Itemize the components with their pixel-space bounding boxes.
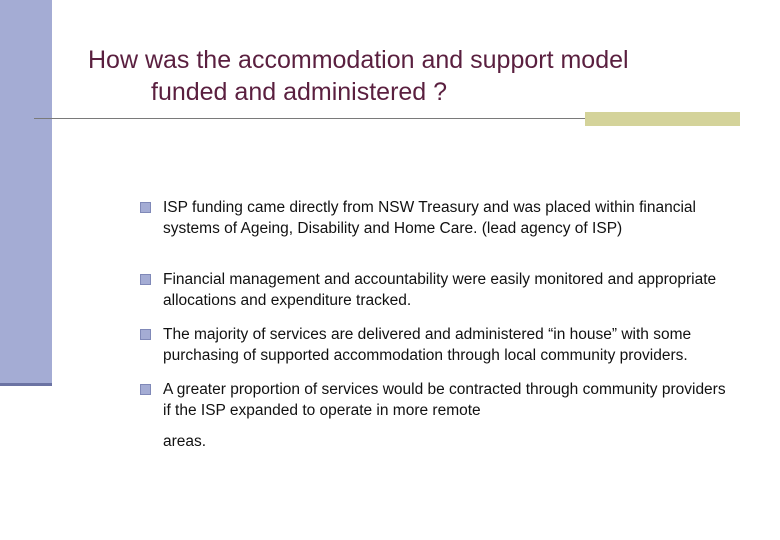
bullet-item: [138, 379, 728, 452]
square-bullet-icon: [140, 274, 151, 285]
bullet-item: [138, 324, 728, 366]
square-bullet-icon: [140, 202, 151, 213]
title-divider-accent: [585, 112, 740, 126]
left-bar-shadow: [0, 383, 52, 386]
bullet-list: [138, 197, 728, 452]
bullet-item: [138, 197, 728, 239]
bullet-text: Financial management and accountability were easily monitored and appropriate allocations and expenditure tracked.: [163, 271, 717, 309]
left-decorative-bar: [0, 0, 52, 383]
square-bullet-icon: [140, 329, 151, 340]
bullet-item: [138, 269, 728, 311]
bullet-text-continuation: areas.: [163, 433, 207, 450]
bullet-text: ISP funding came directly from NSW Treasury and was placed within financial systems of Ageing, Disability and Home Care. (lead agency of ISP): [163, 199, 696, 237]
bullet-text: The majority of services are delivered and administered “in house” with some purchasing of supported accommodation through local community providers.: [163, 326, 692, 364]
title-line-2: funded and administered ?: [151, 78, 448, 106]
slide-title: [88, 44, 728, 108]
square-bullet-icon: [140, 384, 151, 395]
bullet-text: A greater proportion of services would be contracted through community providers if the ISP expanded to operate in more remote: [163, 381, 726, 419]
title-line-1: How was the accommodation and support model: [88, 46, 629, 74]
